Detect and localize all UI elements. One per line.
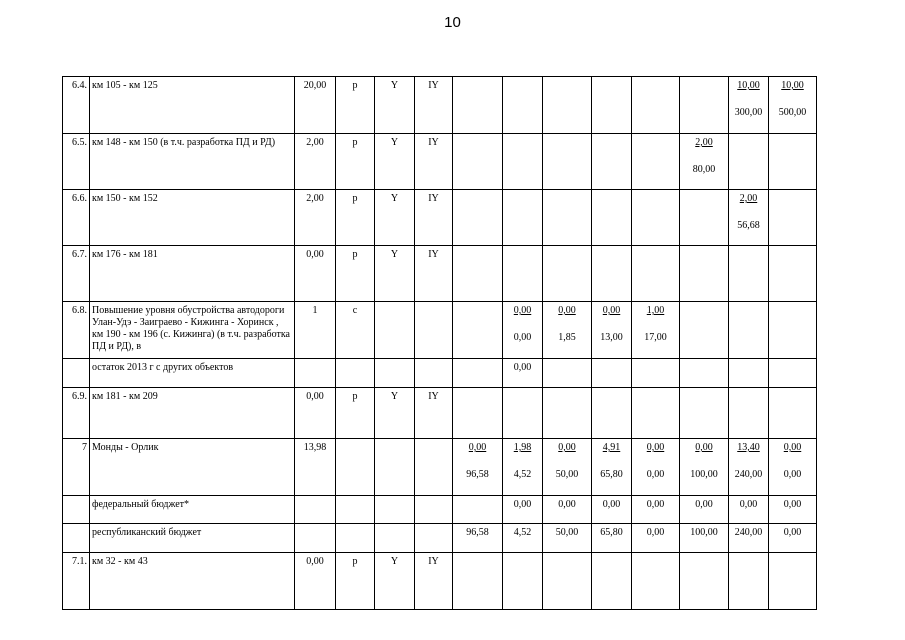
value-bottom: 500,00 [778, 107, 807, 118]
value-top: 0,00 [739, 499, 758, 510]
object-name-cell: км 32 - км 43 [90, 553, 295, 610]
value-cell [632, 388, 680, 439]
value-cell [769, 359, 817, 388]
value-cell [632, 302, 680, 359]
table-row [63, 359, 863, 388]
row-number-cell: 7 [63, 439, 90, 496]
category-cell: Y [375, 190, 415, 246]
value-cell [769, 496, 817, 524]
value-cell [632, 496, 680, 524]
value-cell [632, 246, 680, 302]
value-bottom: 96,58 [466, 469, 489, 480]
category-cell [415, 302, 453, 359]
value-top: 0,00 [468, 442, 487, 453]
object-name-cell: км 148 - км 150 (в т.ч. разработка ПД и РД) [90, 134, 295, 190]
object-name-cell: республиканский бюджет [90, 524, 295, 553]
category-cell: Y [375, 246, 415, 302]
work-type-cell: р [336, 246, 375, 302]
value-cell [769, 246, 817, 302]
value-top: 0,00 [558, 442, 576, 453]
length-cell: 20,00 [295, 77, 336, 134]
value-top: 0,00 [513, 499, 532, 510]
category-cell [375, 302, 415, 359]
value-cell [769, 190, 817, 246]
value-cell [592, 524, 632, 553]
value-bottom: 50,00 [555, 469, 579, 480]
value-cell [592, 388, 632, 439]
value-cell [543, 359, 592, 388]
category-cell [415, 359, 453, 388]
row-number-cell [63, 524, 90, 553]
value-top: 50,00 [555, 527, 579, 538]
value-bottom: 13,00 [600, 332, 623, 343]
value-cell [680, 77, 729, 134]
value-cell [680, 553, 729, 610]
value-cell [632, 134, 680, 190]
page-number: 10 [444, 14, 461, 31]
value-bottom: 4,52 [513, 469, 532, 480]
value-cell [503, 246, 543, 302]
table-row [63, 77, 863, 134]
value-cell [680, 134, 729, 190]
value-top: 2,00 [695, 137, 713, 148]
value-cell [729, 553, 769, 610]
value-top: 100,00 [690, 527, 718, 538]
value-cell [632, 439, 680, 496]
value-cell [453, 77, 503, 134]
program-table [62, 76, 863, 610]
object-name-cell: км 176 - км 181 [90, 246, 295, 302]
object-name-cell: км 150 - км 152 [90, 190, 295, 246]
category-cell: Y [375, 134, 415, 190]
category-cell [375, 524, 415, 553]
value-cell [769, 134, 817, 190]
value-cell [453, 134, 503, 190]
value-cell [503, 190, 543, 246]
value-cell [543, 496, 592, 524]
row-number-cell: 6.7. [63, 246, 90, 302]
row-number-cell: 6.5. [63, 134, 90, 190]
value-cell [543, 302, 592, 359]
value-cell [503, 77, 543, 134]
value-top: 10,00 [781, 80, 804, 91]
row-number-cell: 6.6. [63, 190, 90, 246]
value-cell [543, 553, 592, 610]
value-cell [503, 302, 543, 359]
row-number-cell: 6.4. [63, 77, 90, 134]
value-cell [769, 388, 817, 439]
value-top: 0,00 [602, 305, 621, 316]
table-body [63, 77, 863, 610]
category-cell: IY [415, 77, 453, 134]
length-cell [295, 359, 336, 388]
value-cell [543, 246, 592, 302]
value-cell [503, 388, 543, 439]
value-bottom: 0,00 [783, 469, 802, 480]
value-cell [680, 388, 729, 439]
work-type-cell: р [336, 553, 375, 610]
work-type-cell: р [336, 134, 375, 190]
value-cell [592, 246, 632, 302]
category-cell [415, 524, 453, 553]
value-cell [632, 524, 680, 553]
value-cell [729, 439, 769, 496]
value-cell [729, 246, 769, 302]
work-type-cell [336, 439, 375, 496]
category-cell: Y [375, 388, 415, 439]
value-cell [680, 190, 729, 246]
category-cell [375, 439, 415, 496]
value-cell [503, 496, 543, 524]
object-name-cell: федеральный бюджет* [90, 496, 295, 524]
table-row [63, 246, 863, 302]
row-number-cell: 6.9. [63, 388, 90, 439]
value-cell [543, 524, 592, 553]
category-cell: IY [415, 388, 453, 439]
length-cell: 2,00 [295, 134, 336, 190]
value-cell [769, 302, 817, 359]
category-cell: IY [415, 134, 453, 190]
table-row [63, 553, 863, 610]
value-cell [592, 190, 632, 246]
value-bottom: 80,00 [692, 164, 716, 175]
value-cell [592, 302, 632, 359]
value-cell [729, 77, 769, 134]
value-cell [592, 496, 632, 524]
value-bottom: 100,00 [690, 469, 718, 480]
value-cell [729, 388, 769, 439]
object-name-cell: остаток 2013 г с других объектов [90, 359, 295, 388]
value-cell [729, 134, 769, 190]
value-cell [680, 439, 729, 496]
value-cell [453, 388, 503, 439]
category-cell [375, 496, 415, 524]
category-cell [415, 439, 453, 496]
length-cell: 0,00 [295, 553, 336, 610]
value-cell [769, 77, 817, 134]
value-cell [729, 302, 769, 359]
value-top: 0,00 [513, 362, 532, 373]
work-type-cell [336, 524, 375, 553]
value-top: 0,00 [783, 442, 802, 453]
work-type-cell: с [336, 302, 375, 359]
value-bottom: 0,00 [646, 469, 665, 480]
value-cell [503, 359, 543, 388]
value-bottom: 240,00 [734, 469, 763, 480]
value-cell [453, 359, 503, 388]
value-top: 2,00 [739, 193, 758, 204]
value-top: 0,00 [646, 527, 665, 538]
value-cell [503, 553, 543, 610]
value-top: 96,58 [466, 527, 489, 538]
work-type-cell [336, 496, 375, 524]
value-top: 1,98 [513, 442, 532, 453]
row-number-cell: 7.1. [63, 553, 90, 610]
value-cell [543, 388, 592, 439]
value-cell [503, 134, 543, 190]
value-top: 13,40 [737, 442, 760, 453]
table-row [63, 388, 863, 439]
value-top: 4,52 [513, 527, 532, 538]
table-row [63, 190, 863, 246]
value-cell [543, 190, 592, 246]
value-bottom: 65,80 [600, 469, 623, 480]
value-cell [729, 359, 769, 388]
value-top: 0,00 [602, 499, 621, 510]
table-row [63, 496, 863, 524]
value-cell [453, 439, 503, 496]
length-cell: 0,00 [295, 246, 336, 302]
row-number-cell: 6.8. [63, 302, 90, 359]
table-row [63, 439, 863, 496]
value-cell [543, 134, 592, 190]
value-top: 65,80 [600, 527, 623, 538]
value-cell [503, 524, 543, 553]
value-cell [680, 496, 729, 524]
category-cell: Y [375, 77, 415, 134]
category-cell: IY [415, 553, 453, 610]
value-cell [680, 359, 729, 388]
value-cell [543, 77, 592, 134]
category-cell: IY [415, 190, 453, 246]
object-name-cell: км 105 - км 125 [90, 77, 295, 134]
value-cell [632, 77, 680, 134]
value-cell [592, 134, 632, 190]
value-cell [729, 524, 769, 553]
row-number-cell [63, 359, 90, 388]
work-type-cell [336, 359, 375, 388]
table-row [63, 302, 863, 359]
value-cell [453, 302, 503, 359]
length-cell [295, 496, 336, 524]
value-cell [632, 190, 680, 246]
category-cell [415, 496, 453, 524]
value-top: 240,00 [734, 527, 763, 538]
value-top: 1,00 [646, 305, 665, 316]
object-name-cell: Монды - Орлик [90, 439, 295, 496]
value-cell [453, 553, 503, 610]
value-top: 0,00 [558, 305, 576, 316]
value-bottom: 17,00 [644, 332, 667, 343]
value-cell [769, 553, 817, 610]
value-cell [729, 190, 769, 246]
table-row [63, 134, 863, 190]
work-type-cell: р [336, 190, 375, 246]
value-top: 4,91 [602, 442, 621, 453]
value-cell [680, 246, 729, 302]
table-row [63, 524, 863, 553]
value-top: 0,00 [646, 499, 665, 510]
value-top: 0,00 [695, 442, 713, 453]
value-cell [769, 524, 817, 553]
value-bottom: 56,68 [737, 220, 760, 231]
row-number-cell [63, 496, 90, 524]
value-cell [453, 190, 503, 246]
value-cell [503, 439, 543, 496]
value-cell [592, 359, 632, 388]
value-top: 0,00 [695, 499, 713, 510]
value-top: 0,00 [646, 442, 665, 453]
value-cell [769, 439, 817, 496]
value-cell [453, 524, 503, 553]
value-bottom: 0,00 [513, 332, 532, 343]
value-cell [453, 496, 503, 524]
category-cell: Y [375, 553, 415, 610]
value-cell [680, 302, 729, 359]
value-bottom: 300,00 [734, 107, 763, 118]
value-cell [592, 439, 632, 496]
length-cell: 13,98 [295, 439, 336, 496]
value-bottom: 1,85 [558, 332, 576, 343]
value-top: 10,00 [737, 80, 760, 91]
value-cell [592, 77, 632, 134]
value-cell [543, 439, 592, 496]
work-type-cell: р [336, 77, 375, 134]
category-cell: IY [415, 246, 453, 302]
value-cell [632, 553, 680, 610]
length-cell: 2,00 [295, 190, 336, 246]
work-type-cell: р [336, 388, 375, 439]
object-name-cell: км 181 - км 209 [90, 388, 295, 439]
value-cell [632, 359, 680, 388]
length-cell [295, 524, 336, 553]
value-top: 0,00 [783, 499, 802, 510]
value-top: 0,00 [783, 527, 802, 538]
value-top: 0,00 [513, 305, 532, 316]
value-cell [680, 524, 729, 553]
length-cell: 1 [295, 302, 336, 359]
object-name-cell: Повышение уровня обустройства автодороги Улан-Удэ - Заиграево - Кижинга - Хоринск , км 190 - км 196 (с. Кижинга) (в т.ч. разработка ПД и РД), в [90, 302, 295, 359]
category-cell [375, 359, 415, 388]
value-cell [453, 246, 503, 302]
value-top: 0,00 [558, 499, 576, 510]
value-cell [729, 496, 769, 524]
length-cell: 0,00 [295, 388, 336, 439]
value-cell [592, 553, 632, 610]
